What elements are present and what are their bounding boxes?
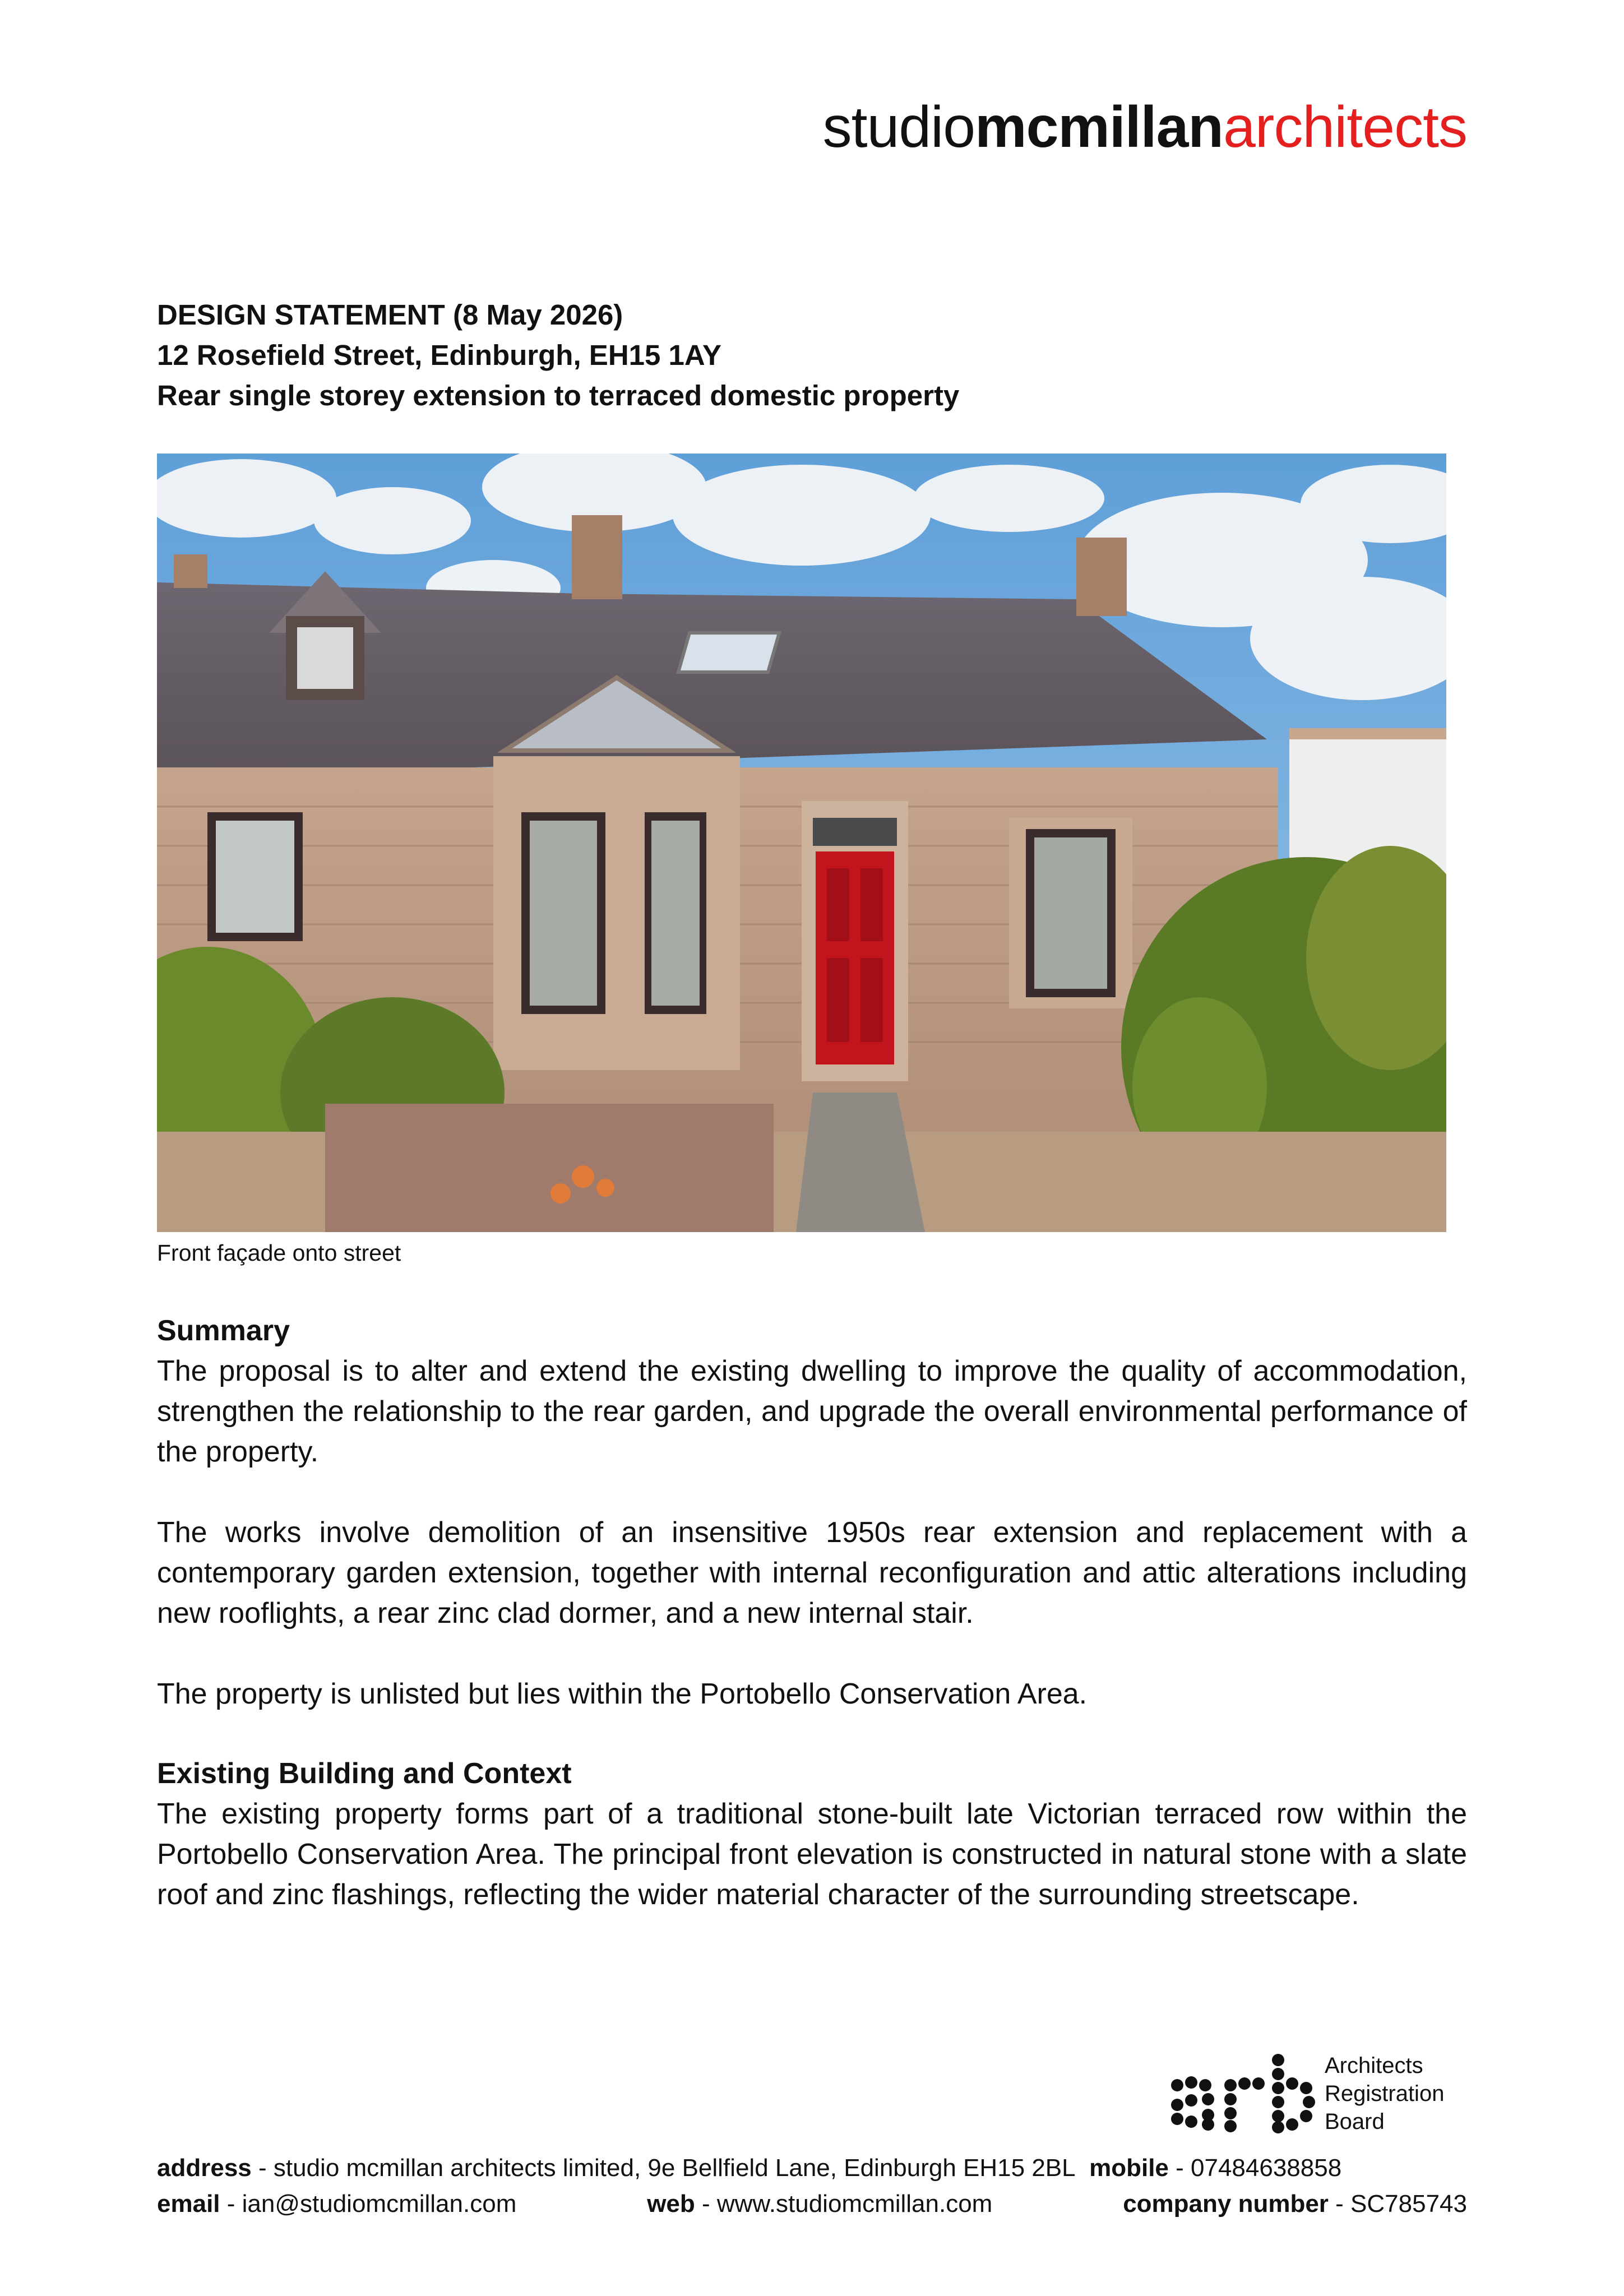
- existing-building-title: Existing Building and Context: [157, 1757, 572, 1790]
- email-group: email - ian@studiomcmillan.com: [157, 2190, 517, 2218]
- site-address: 12 Rosefield Street, Edinburgh, EH15 1AY: [157, 339, 722, 371]
- document-heading: [157, 295, 959, 416]
- mobile-label: mobile: [1089, 2154, 1169, 2182]
- footer-line-1: address - studio mcmillan architects limited, 9e Bellfield Lane, Edinburgh EH15 2BL mobile - 07484638858: [157, 2154, 1342, 2182]
- company-group: company number - SC785743: [1123, 2190, 1467, 2218]
- mobile-value: 07484638858: [1191, 2154, 1342, 2182]
- brand-mcmillan: mcmillan: [975, 95, 1223, 160]
- brand-logo: [822, 95, 1467, 160]
- web-value[interactable]: www.studiomcmillan.com: [716, 2190, 993, 2218]
- brand-architects: architects: [1223, 95, 1467, 160]
- email-value[interactable]: ian@studiomcmillan.com: [242, 2190, 517, 2218]
- address-value: studio mcmillan architects limited, 9e Bellfield Lane, Edinburgh EH15 2BL: [273, 2154, 1076, 2182]
- address-label: address: [157, 2154, 252, 2182]
- summary-paragraph-3-block: [157, 1674, 1467, 1714]
- web-label: web: [647, 2190, 695, 2218]
- existing-building-paragraph: The existing property forms part of a traditional stone-built late Victorian terraced row within the Portobello Conservation Area. The principal front elevation is constructed in natural stone with a slate roof and zinc flashings, reflecting the wider material character of the surrounding streetscape.: [157, 1798, 1467, 1911]
- existing-building-section: [157, 1753, 1467, 1915]
- email-label: email: [157, 2190, 220, 2218]
- project-description: Rear single storey extension to terraced domestic property: [157, 379, 960, 411]
- photo-caption: Front façade onto street: [157, 1240, 401, 1266]
- footer-line-2: [157, 2187, 1467, 2221]
- summary-title: Summary: [157, 1314, 290, 1347]
- summary-paragraph-2: The works involve demolition of an insensitive 1950s rear extension and replacement with a contemporary garden extension, together with internal reconfiguration and attic alterations including new rooflights, a rear zinc clad dormer, and a new internal stair.: [157, 1516, 1467, 1630]
- company-label: company number: [1123, 2190, 1329, 2218]
- company-value: SC785743: [1350, 2190, 1467, 2218]
- brand-studio: studio: [822, 95, 975, 160]
- arb-line-1: Architects: [1325, 2053, 1423, 2078]
- summary-paragraph-1: The proposal is to alter and extend the existing dwelling to improve the quality of accommodation, strengthen the relationship to the rear garden, and upgrade the overall environmental performance of the property.: [157, 1355, 1467, 1468]
- arb-line-2: Registration: [1325, 2081, 1445, 2106]
- arb-line-3: Board: [1325, 2109, 1385, 2134]
- summary-section: [157, 1311, 1467, 1472]
- summary-paragraph-3: The property is unlisted but lies within the Portobello Conservation Area.: [157, 1678, 1088, 1710]
- document-title: DESIGN STATEMENT (8 May 2026): [157, 299, 623, 331]
- web-group: web - www.studiomcmillan.com: [647, 2190, 993, 2218]
- summary-paragraph-2-block: [157, 1512, 1467, 1633]
- front-facade-photo: [157, 453, 1446, 1232]
- arb-name: [1325, 2052, 1444, 2136]
